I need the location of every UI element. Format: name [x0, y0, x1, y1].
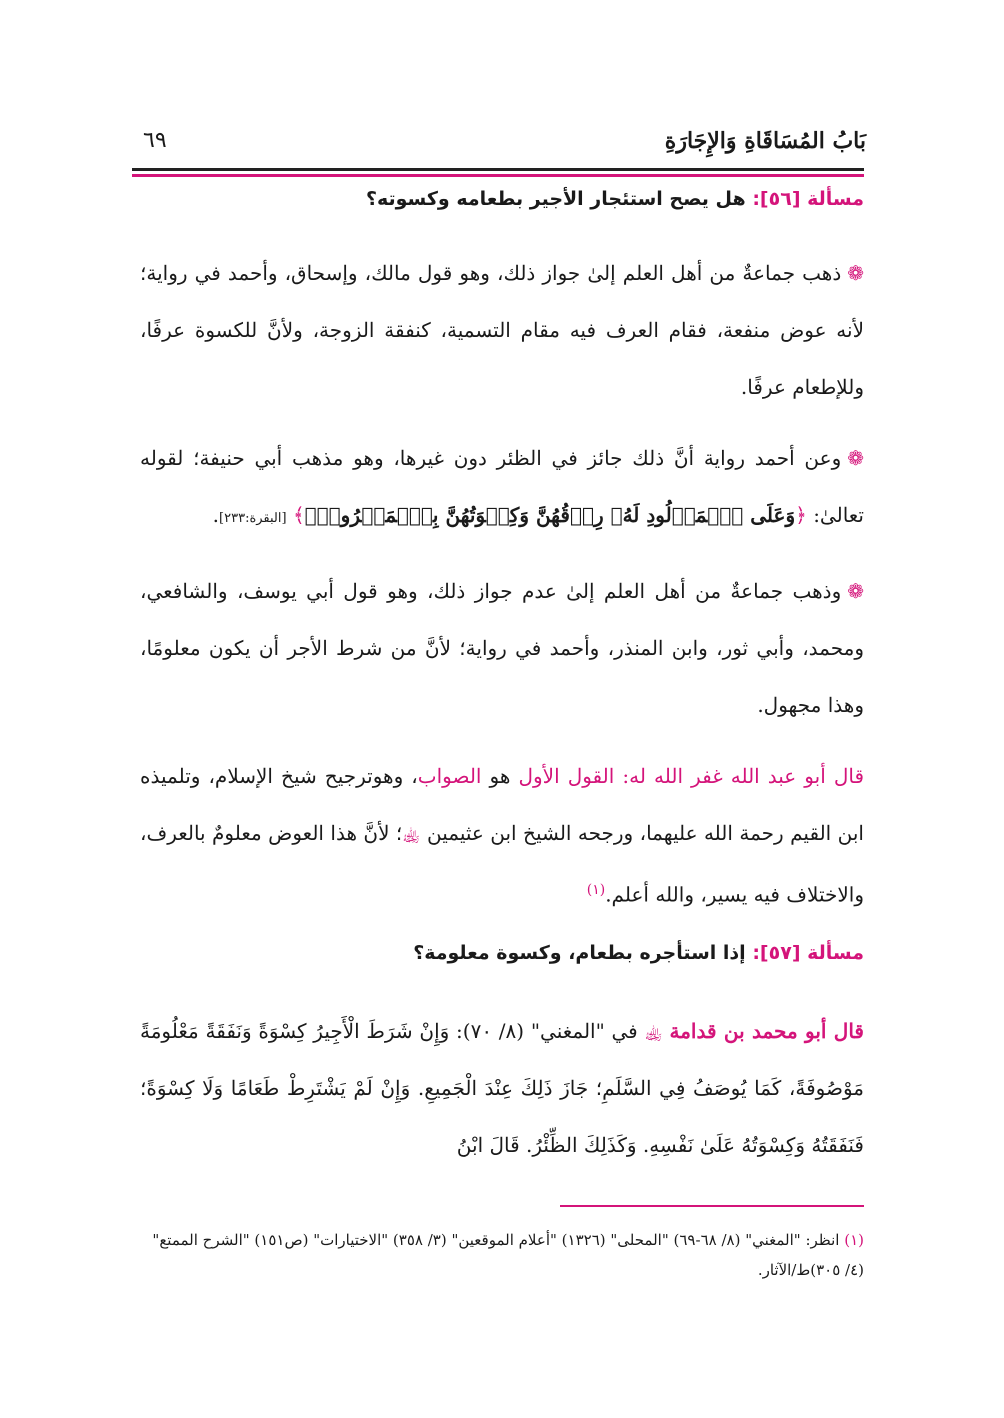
paragraph-2-text: وعن أحمد رواية أنَّ ذلك جائز في الظئر دون غيرها، وهو مذهب أبي حنيفة؛ لقوله تعالىٰ:: [140, 446, 864, 527]
footnote-marker[interactable]: (١): [586, 882, 606, 898]
author-opinion-sawab: الصواب: [417, 764, 482, 788]
flower-bullet-icon: ❁: [847, 261, 864, 285]
question-57-number: مسألة [٥٧]:: [752, 942, 864, 964]
paragraph-1-text: ذهب جماعةٌ من أهل العلم إلىٰ جواز ذلك، وهو قول مالك، وإسحاق، وأحمد في رواية؛ لأنه عوض منفعة، فقام العرف فيه مقام التسمية، كنفقة الزوجة، ولأنَّ للكسوة عرفًا، وللإطعام عرفًا.: [140, 261, 864, 399]
author-opinion-lead: قال أبو عبد الله غفر الله له: القول الأول: [518, 764, 865, 788]
question-56-number: مسألة [٥٦]:: [752, 188, 864, 210]
honorific-icon: ﵀: [402, 821, 428, 845]
page-number: ٦٩: [143, 128, 167, 153]
chapter-title: بَابُ المُسَاقَاةِ وَالإِجَارَةِ: [664, 128, 866, 154]
question-57-text: إذا استأجره بطعام، وكسوة معلومة؟: [413, 942, 746, 964]
footnote-text: انظر: "المغني" (٨/ ٦٨-٦٩) "المحلى" (١٣٢٦) "أعلام الموقعين" (٣/ ٣٥٨) "الاختيارات" (ص١٥١) "الشرح الممتع" (٤/ ٣٠٥)ط/الآثار.: [152, 1231, 864, 1279]
honorific-icon: ﵀: [644, 1019, 670, 1043]
quran-open-bracket: ﴿: [795, 503, 807, 527]
ibn-qudama-quote: وَإِنْ شَرَطَ الْأَجِيرُ كِسْوَةً وَنَفَقَةً مَعْلُومَةً مَوْصُوفَةً، كَمَا يُوصَفُ فِي السَّلَمِ؛ جَازَ ذَلِكَ عِنْدَ الْجَمِيعِ. وَإِنْ لَمْ يَشْتَرِطْ طَعَامًا وَلَا كِسْوَةً؛ فَنَفَقَتُهُ وَكِسْوَتُهُ عَلَىٰ نَفْسِهِ. وَكَذَلِكَ الظِّئْرُ. قَالَ ابْنُ: [140, 1019, 864, 1157]
footnote: [140, 1225, 864, 1285]
paragraph-ibn-qudama: [140, 1003, 864, 1174]
author-opinion-mid: هو: [481, 764, 519, 788]
paragraph-3: [140, 563, 864, 734]
author-opinion-rest2: ؛ لأنَّ هذا العوض معلومٌ بالعرف، والاختلاف فيه يسير، والله أعلم.: [140, 821, 864, 907]
question-57-heading: [140, 942, 864, 964]
question-56-heading: [140, 188, 864, 210]
quran-reference: [البقرة:٢٣٣]: [219, 511, 287, 526]
paragraph-2-end: .: [212, 503, 220, 527]
ibn-qudama-lead: قال أبو محمد بن قدامة: [669, 1019, 864, 1043]
flower-bullet-icon: ❁: [847, 579, 864, 603]
flower-bullet-icon: ❁: [847, 446, 864, 470]
quran-close-bracket: ﴾: [292, 503, 305, 527]
ibn-qudama-ref: في "المغني" (٨/ ٧٠):: [449, 1019, 645, 1043]
header-rule-pink: [132, 174, 864, 177]
question-56-text: هل يصح استئجار الأجير بطعامه وكسوته؟: [365, 188, 746, 210]
paragraph-3-text: وذهب جماعةٌ من أهل العلم إلىٰ عدم جواز ذلك، وهو قول أبي يوسف، والشافعي، ومحمد، وأبي ثور، وابن المنذر، وأحمد في رواية؛ لأنَّ من شرط الأجر أن يكون معلومًا، وهذا مجهول.: [140, 579, 864, 717]
footnote-rule: [560, 1205, 864, 1207]
paragraph-author-opinion: [140, 748, 864, 924]
paragraph-2: [140, 430, 864, 547]
author-opinion-rest: ، وهوترجيح شيخ الإسلام، وتلميذه ابن القيم رحمة الله عليهما، ورجحه الشيخ ابن عثيمين: [140, 764, 864, 845]
header-rule-black: [132, 168, 864, 171]
paragraph-1: [140, 245, 864, 416]
quran-verse: وَعَلَى ٱلۡمَوۡلُودِ لَهُۥ رِزۡقُهُنَّ وَكِسۡوَتُهُنَّ بِٱلۡمَعۡرُوفِۚ: [304, 503, 796, 527]
footnote-number: (١): [844, 1231, 864, 1249]
